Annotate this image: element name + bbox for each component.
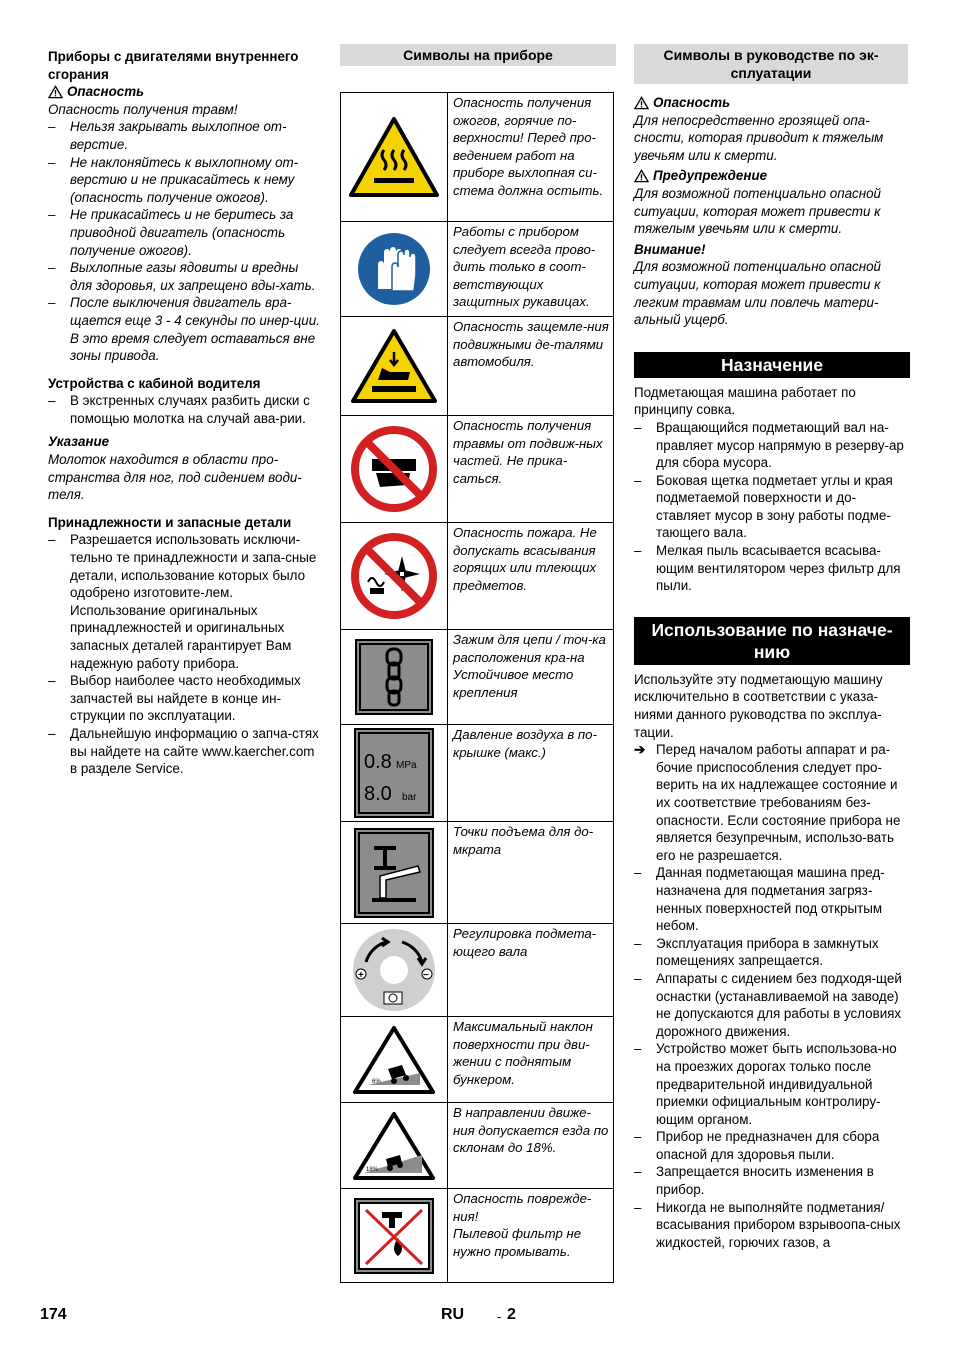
list-item: – Устройство может быть использова-но на проезжих дорогах только после предварительной индивидуальной приемки официальным контролиру-ющим органом. xyxy=(634,1040,910,1128)
air-pressure-icon xyxy=(354,728,434,818)
pressure-mpa-unit: MPa xyxy=(396,760,417,771)
list-item: – Данная подметающая машина пред-назначена для подметания загряз-ненных поверхностей под открытым небом. xyxy=(634,864,910,934)
minus-sign: − xyxy=(423,970,429,981)
danger-label-text: Опасность xyxy=(653,95,731,110)
list-item: – Мелкая пыль всасывается всасыва-ющим вентилятором через фильтр для пыли. xyxy=(634,542,910,595)
danger-text: Опасность получения травм! xyxy=(48,101,238,117)
symbol-row xyxy=(341,1017,614,1103)
gloves-icon xyxy=(356,231,432,307)
language-code: RU xyxy=(441,1306,465,1323)
no-hot-objects-icon xyxy=(350,532,438,620)
symbol-description: Максимальный наклон поверхности при дви-жении с поднятым бункером. xyxy=(448,1017,614,1103)
symbol-description: Опасность получения травмы от подвиж-ных частей. Не прика-саться. xyxy=(448,416,614,523)
intended-use-intro: Используйте эту подметающую машину исключительно в соответствии с указа-ниями данного руководства по эксплуа-тации. xyxy=(634,671,883,740)
symbol-description: В направлении движе-ния допускается езда по склонам до 18%. xyxy=(448,1103,614,1189)
slope-18-icon xyxy=(352,1111,436,1181)
jack-point-icon xyxy=(354,828,434,918)
note-text: Молоток находится в области про-странства для ног, под сидением води-теля. xyxy=(48,452,302,503)
list-item: – Разрешается использовать исключи-тельно те принадлежности и запа-сные детали, использование которых было одобрено изготовите-лем. Использование оригинальных принадлежностей и оригинальных запасных деталей гарантирует Вам надежную работу прибора. xyxy=(48,531,324,672)
symbol-row xyxy=(341,523,614,630)
symbol-row xyxy=(341,630,614,725)
section-heading-cabin: Устройства с кабиной водителя xyxy=(48,375,261,391)
symbol-description: Точки подъема для до-мкрата xyxy=(448,822,614,924)
pressure-mpa-value: 0.8 xyxy=(364,751,392,773)
page-number: 174 xyxy=(40,1306,67,1323)
symbol-description: Давление воздуха в по-крышке (макс.) xyxy=(448,725,614,822)
symbol-row xyxy=(341,222,614,317)
danger-label xyxy=(48,83,324,101)
danger-description: Для непосредственно грозящей опа-сности, которая приводит к тяжелым увечьям или к смерти. xyxy=(634,112,884,163)
section-heading-engines: Приборы с двигателями внутреннего сгорания xyxy=(48,49,299,82)
list-item: – Не наклоняйтесь к выхлопному от-верстию и не прикасайтесь к нему (опасность получение ожогов). xyxy=(48,154,324,207)
list-item: – Выхлопные газы ядовиты и вредны для здоровья, их запрещено вды-хать. xyxy=(48,259,324,294)
warning-label xyxy=(634,167,910,185)
cabin-list xyxy=(48,392,324,427)
column-right xyxy=(634,44,910,1251)
list-item: – Прибор не предназначен для сбора опасной для здоровья пыли. xyxy=(634,1128,910,1163)
symbol-description: Опасность поврежде-ния! Пылевой фильтр не нужно промывать. xyxy=(448,1189,614,1283)
warning-triangle-icon xyxy=(634,96,649,110)
caution-label: Внимание! xyxy=(634,241,706,257)
list-item: – После выключения двигатель вра-щается еще 3 - 4 секунды по инер-ции. В это время следует оставаться вне зоны привода. xyxy=(48,294,324,364)
warning-description: Для возможной потенциально опасной ситуации, которая может привести к тяжелым увечьям или к смерти. xyxy=(634,185,881,237)
list-item: – Эксплуатация прибора в замкнутых помещениях запрещается. xyxy=(634,935,910,970)
list-item: – Боковая щетка подметает углы и края подметаемой поверхности и до-ставляет мусор в зону работы подме-тающего вала. xyxy=(634,472,910,542)
symbols-table xyxy=(340,92,614,1283)
list-item: – Запрещается вносить изменения в прибор. xyxy=(634,1163,910,1198)
max-slope-hopper-raised-icon xyxy=(352,1025,436,1095)
list-item: – Выбор наиболее часто необходимых запчастей вы найдете в конце ин-струкции по эксплуатации. xyxy=(48,672,324,725)
symbol-row xyxy=(341,416,614,523)
section-title-purpose: Назначение xyxy=(634,352,910,378)
symbol-description: Опасность пожара. Не допускать всасывания горящих или тлеющих предметов. xyxy=(448,523,614,630)
arrow-right-icon: ➔ xyxy=(634,742,646,758)
symbol-row xyxy=(341,924,614,1017)
symbol-row xyxy=(341,1189,614,1283)
list-item: – Не прикасайтесь и не беритесь за приводной двигатель (опасность получение ожогов). xyxy=(48,206,324,259)
accessories-list xyxy=(48,531,324,777)
symbol-description: Зажим для цепи / точ-ка расположения кра-на Устойчивое место крепления xyxy=(448,630,614,725)
section-title-intended-use: Использование по назначе-нию xyxy=(634,617,910,665)
plus-sign: + xyxy=(358,970,364,981)
note-label: Указание xyxy=(48,434,110,450)
list-item: – Вращающийся подметающий вал на-правляет мусор напрямую в резерву-ар для сбора мусора. xyxy=(634,419,910,472)
symbol-row xyxy=(341,317,614,416)
intended-use-instruction xyxy=(634,741,910,864)
warning-triangle-icon xyxy=(48,85,63,99)
symbol-description: Работы с прибором следует всегда прово-дить только в соот-ветствующих защитных рукавицах. xyxy=(448,222,614,317)
caution-description: Для возможной потенциально опасной ситуации, которая может привести к легким травмам или повлечь матери-альный ущерб. xyxy=(634,259,881,328)
symbol-row xyxy=(341,822,614,924)
symbol-description: Регулировка подмета-ющего вала xyxy=(448,924,614,1017)
symbol-row xyxy=(341,725,614,822)
symbol-row xyxy=(341,93,614,222)
list-item: – Дальнейшую информацию о запча-стях вы найдете на сайте www.kaercher.com в разделе Service. xyxy=(48,725,324,778)
warning-triangle-icon xyxy=(634,169,649,183)
danger-label-text: Опасность xyxy=(67,84,145,100)
symbol-description: Опасность защемле-ния подвижными де-талями автомобиля. xyxy=(448,317,614,416)
warning-label-text: Предупреждение xyxy=(653,168,768,184)
manual-symbols-heading: Символы в руководстве по эк-сплуатации xyxy=(634,44,908,84)
pressure-bar-unit: bar xyxy=(402,792,417,803)
no-touch-moving-parts-icon xyxy=(350,425,438,513)
list-item: – Нельзя закрывать выхлопное от-верстие. xyxy=(48,118,324,153)
list-item: – Аппараты с сидением без подходя-щей оснастки (устанавливаемой на заводе) не допускаются для работы в условиях дорожного движения. xyxy=(634,970,910,1040)
footer-separator: - xyxy=(497,1309,502,1324)
no-wash-filter-icon xyxy=(354,1198,434,1274)
symbols-on-device-heading: Символы на приборе xyxy=(340,44,616,66)
list-item: – Никогда не выполняйте подметания/всасывания прибором взрывоопа-сных жидкостей, горючих газов, а xyxy=(634,1199,910,1252)
slope-label: 6% xyxy=(372,1078,381,1085)
danger-label xyxy=(634,94,910,112)
column-left xyxy=(48,44,324,778)
instruction-text: Перед началом работы аппарат и ра-бочие приспособления следует про-верить на их надлежащее состояние и их соответствие требованиям без-опасности. Если состояние прибора не является безупречным, использо-вать его не разрешается. xyxy=(656,742,901,863)
pressure-bar-value: 8.0 xyxy=(364,783,392,805)
purpose-list xyxy=(634,419,910,595)
section-heading-accessories: Принадлежности и запасные детали xyxy=(48,514,292,530)
engine-danger-list xyxy=(48,118,324,364)
chain-clamp-icon xyxy=(355,639,433,715)
slope-label: 18% xyxy=(366,1166,379,1173)
symbol-description: Опасность получения ожогов, горячие по-верхности! Перед про-ведением работ на приборе выхлопная си-стема должна остыть. xyxy=(448,93,614,222)
page-sub-number: 2 xyxy=(507,1306,516,1323)
list-item: – В экстренных случаях разбить диски с помощью молотка на случай ава-рии. xyxy=(48,392,324,427)
hand-crush-warning-icon xyxy=(350,328,438,404)
purpose-intro: Подметающая машина работает по принципу совка. xyxy=(634,384,856,418)
roller-adjust-icon xyxy=(352,928,436,1012)
symbol-row xyxy=(341,1103,614,1189)
hot-surface-warning-icon xyxy=(348,116,440,198)
column-middle xyxy=(340,44,616,66)
intended-use-list xyxy=(634,864,910,1251)
